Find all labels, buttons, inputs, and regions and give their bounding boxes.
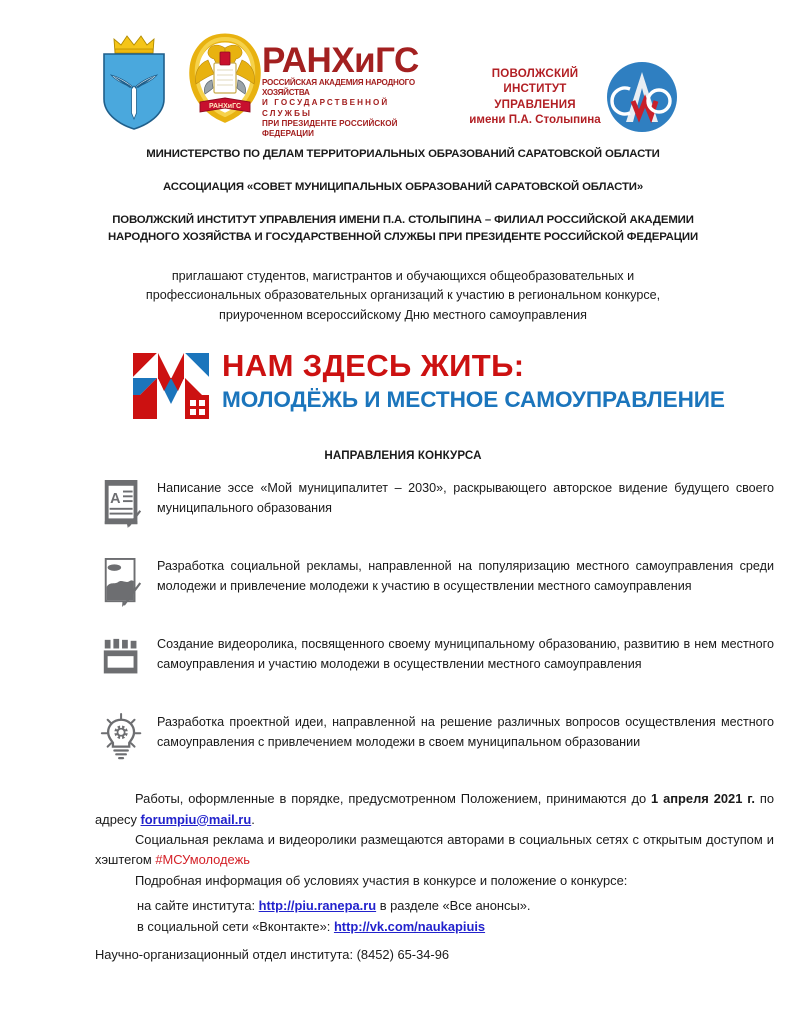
- site-suffix: в разделе «Все анонсы».: [376, 898, 531, 914]
- social-paragraph: [95, 830, 774, 871]
- shield-icon: [103, 53, 165, 130]
- institute-wordmark: [455, 66, 615, 128]
- svg-text:РАНХиГС: РАНХиГС: [208, 103, 242, 110]
- invitation-line-1: приглашают студентов, магистрантов и обучающихся общеобразовательных и: [171, 268, 635, 283]
- direction-text: Разработка социальной рекламы, направленной на популяризацию местного самоуправления среди молодежи и привлечение молодежи к участию в осуществлении местного самоуправления: [157, 559, 774, 594]
- contact-line: Научно-организационный отдел института: (8452) 65-34-96: [95, 947, 450, 963]
- submission-text-1: Работы, оформленные в порядке, предусмотренном Положением, принимаются до: [135, 791, 652, 807]
- institute-line-2: ИНСТИТУТ: [503, 82, 567, 96]
- ranepa-subline-2: И ГОСУДАРСТВЕННОЙ СЛУЖБЫ: [262, 98, 390, 118]
- document-pen-icon: [95, 477, 151, 534]
- organizer-line-1: МИНИСТЕРСТВО ПО ДЕЛАМ ТЕРРИТОРИАЛЬНЫХ ОБРАЗОВАНИЙ САРАТОВСКОЙ ОБЛАСТИ: [146, 148, 660, 160]
- svg-text:A: A: [110, 491, 121, 508]
- saratov-coat-of-arms-icon: [103, 34, 165, 130]
- submission-text-2: по адресу: [95, 791, 775, 827]
- list-item: [95, 633, 774, 690]
- nam-zdes-zhit-logo-icon: [130, 351, 212, 421]
- list-item: [95, 555, 774, 612]
- direction-text: Разработка проектной идеи, направленной на решение различных вопросов осуществления местного самоуправления с привлечением молодежи в своем муниципальном образовании: [157, 715, 774, 750]
- info-intro-paragraph: Подробная информация об условиях участия в конкурсе и положение о конкурсе:: [135, 872, 628, 888]
- vk-info-line: [95, 917, 774, 937]
- institute-line-4: имени П.А. Столыпина: [469, 113, 601, 127]
- direction-text: Создание видеоролика, посвященного своему муниципальному образованию, развитию в нем местного самоуправления и участию молодежи в осуществлении местного самоуправления: [157, 637, 774, 672]
- institute-line-1: ПОВОЛЖСКИЙ: [491, 67, 579, 80]
- vk-link[interactable]: http://vk.com/naukapiuis: [333, 918, 486, 934]
- institute-line-3: УПРАВЛЕНИЯ: [494, 97, 576, 111]
- list-item: [95, 477, 774, 534]
- site-prefix: на сайте института:: [137, 898, 259, 914]
- ranepa-emblem-icon: [186, 30, 264, 130]
- invitation-line-2: профессиональных образовательных организаций к участию в региональном конкурсе,: [145, 288, 661, 303]
- poster-title: НАМ ЗДЕСЬ ЖИТЬ:: [222, 348, 525, 384]
- ranepa-acronym: РАНХиГС: [262, 41, 419, 80]
- organizer-line-3: ПОВОЛЖСКИЙ ИНСТИТУТ УПРАВЛЕНИЯ ИМЕНИ П.А. СТОЛЫПИНА – ФИЛИАЛ РОССИЙСКОЙ АКАДЕМИИ: [112, 214, 694, 227]
- ranepa-subline-1: РОССИЙСКАЯ АКАДЕМИЯ НАРОДНОГО ХОЗЯЙСТВА: [262, 77, 415, 97]
- ranepa-wordmark: [262, 41, 442, 140]
- invitation-line-3: приуроченном всероссийскому Дню местного самоуправления: [219, 307, 587, 322]
- direction-text: Написание эссе «Мой муниципалитет – 2030», раскрывающего авторское видение будущего своего муниципального образования: [157, 481, 774, 516]
- title-block: [0, 349, 806, 427]
- ranepa-subline-3: ПРИ ПРЕЗИДЕНТЕ РОССИЙСКОЙ ФЕДЕРАЦИИ: [262, 119, 398, 139]
- directions-list: [0, 477, 806, 768]
- organizers-block: [0, 146, 806, 245]
- social-text: Социальная реклама и видеоролики размещаются авторами в социальных сетях с открытым доступом и хэштегом: [95, 832, 774, 868]
- hashtag-label: #МСУмолодежь: [155, 852, 250, 868]
- cmo-logo-icon: [606, 61, 678, 133]
- site-info-line: [95, 896, 774, 916]
- invitation-block: [0, 267, 806, 326]
- directions-heading: НАПРАВЛЕНИЯ КОНКУРСА: [324, 449, 482, 463]
- vk-prefix: в социальной сети «Вконтакте»:: [137, 918, 334, 934]
- organizer-line-4: НАРОДНОГО ХОЗЯЙСТВА И ГОСУДАРСТВЕННОЙ СЛУЖБЫ ПРИ ПРЕЗИДЕНТЕ РОССИЙСКОЙ ФЕДЕРАЦИИ: [107, 230, 698, 243]
- list-item: [95, 711, 774, 768]
- email-link[interactable]: forumpiu@mail.ru: [140, 811, 252, 827]
- lightbulb-gear-icon: [95, 711, 151, 768]
- footer-block: [0, 789, 806, 965]
- institute-site-link[interactable]: http://piu.ranepa.ru: [258, 898, 377, 914]
- organizer-line-2: АССОЦИАЦИЯ «СОВЕТ МУНИЦИПАЛЬНЫХ ОБРАЗОВАНИЙ САРАТОВСКОЙ ОБЛАСТИ»: [162, 181, 644, 194]
- submission-text-3: .: [251, 811, 255, 827]
- poster-pencil-icon: [95, 555, 151, 612]
- clapperboard-icon: [95, 633, 151, 690]
- header-logos: [0, 22, 806, 140]
- submission-paragraph: [95, 789, 774, 830]
- submission-deadline: 1 апреля 2021 г.: [651, 791, 755, 807]
- crown-icon: [113, 34, 155, 54]
- poster-subtitle: МОЛОДЁЖЬ И МЕСТНОЕ САМОУПРАВЛЕНИЕ: [222, 387, 725, 413]
